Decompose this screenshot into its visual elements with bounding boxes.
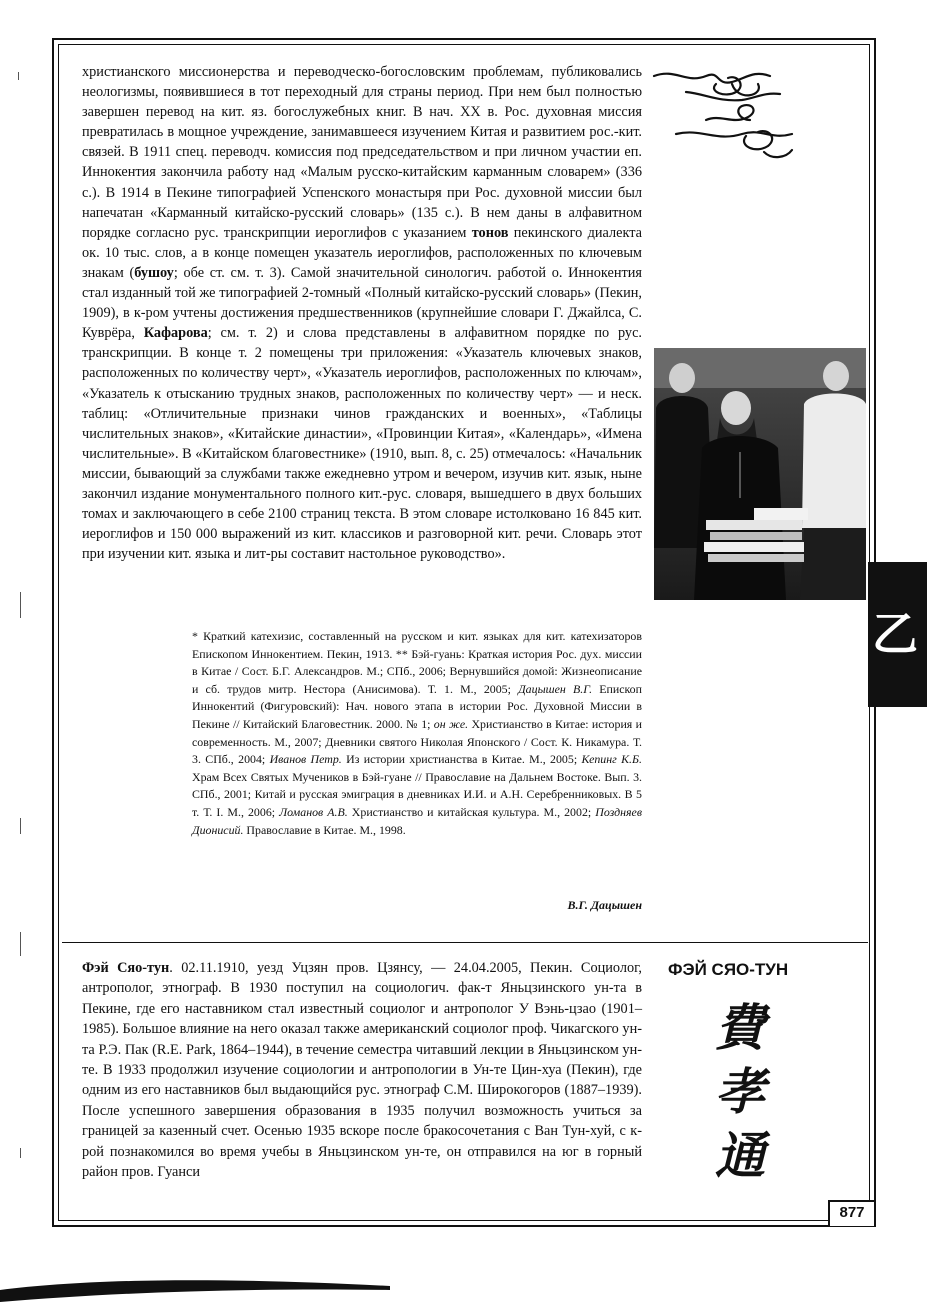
cross-reference: тонов — [471, 224, 509, 241]
bibliography-paragraph — [192, 628, 642, 839]
entry-name: Фэй Сяо-тун — [82, 960, 170, 976]
bibliography-notes — [192, 628, 642, 839]
entry-body — [82, 958, 642, 1182]
text-run: христианского миссионерства и переводческо-богословским проблемам, публиковались неологизмы, появившиеся в тот переходный для страны период. При нем был полностью завершен перевод на кит. яз. богослужебных книг. В нач. XX в. Рос. духовная миссия превратилась в мощное учреждение, занимавшееся изучением Китая и развитием рос.-кит. связей. В 1911 спец. переводч. комиссия под председательством и при личном участии еп. Иннокентия закончила работу над «Малым русско-китайским карманным словарем» (336 с.). В 1914 в Пекине типографией Успенского монастыря при Рос. духовной миссии был напечатан «Карманный китайско-русский словарь» (135 с.). В нем даны в алфавитном порядке согласно рус. транскрипции иероглифов с указанием — [82, 64, 642, 241]
note-author: Иванов Петр. — [269, 752, 342, 767]
note-author: Дацышен В.Г. — [518, 681, 593, 696]
text-run: ; см. т. 2) и слова представлены в алфавитном порядке по рус. транскрипции. В конце т. 2 помещены три приложения: «Указатель ключевых знаков, расположенных по количеству черт», «Указатель иероглифов, расположенных по ключам», «Указатель к отысканию трудных знаков, расположенных по количеству черт» — и неск. таблиц: «Отличительные признаки чинов гражданских и военных», «Таблицы числительных знаков», «Китайские династии», «Провинции Китая», «Календарь», «Имена числительные». В «Китайском благовестнике» (1910, вып. 8, с. 25) отмечалось: «Начальник миссии, бывающий за службами также ежедневно утром и вечером, изучив кит. язык, ныне закончил издание монументального полного кит.-рус. словаря, вышедшего в двух больших томах и заключающего в себе 2100 страниц текста. В этом словаре истолковано 16 845 кит. иероглифов и 150 000 выражений из кит. классиков и разговорной кит. речи. Словарь этот при изучении кит. языка и лит-ры составит настольное руководство». — [82, 325, 642, 563]
text-run: ; обе ст. см. т. 3). Самой значительной синологич. работой о. Иннокентия стал изданный той же типографией 2-томный «Полный китайско-русский словарь» (Пекин, 1909), в к-ром учтены достижения предшественников (крупнейшие словари Г. Джайлса, С. Куврёра, — [82, 264, 642, 342]
article-divider — [62, 942, 868, 943]
scan-mark — [20, 818, 21, 834]
hanzi-char: 孝 — [715, 1063, 765, 1121]
section-tab-glyph: 乙 — [872, 607, 918, 661]
cross-reference: Кафарова — [143, 325, 208, 342]
hanzi-char: 通 — [715, 1127, 765, 1185]
article-author: В.Г. Дацышен — [567, 898, 642, 912]
scan-mark — [18, 72, 19, 80]
note-text: Епископ Иннокентий (Фигуровский): Нач. нового этапа в истории Рос. Духовной Миссии в Пекине // Китайский Благовестник. 2000. № 1; — [192, 681, 642, 731]
scan-mark — [20, 932, 21, 956]
note-text: Из истории христианства в Китае. М., 2005; — [341, 752, 582, 767]
entry-text: . 02.11.1910, уезд Уцзян пров. Цзянсу, — 24.04.2005, Пекин. Социолог, антрополог, этнограф. В 1930 поступил на социологич. фак-т Яньцзинского ун-та в Пекине, где его наставником стал известный социолог и антрополог У Вэнь-цзао (1901–1985). Большое влияние на него оказал также американский социолог проф. Чикагского ун-та Р.Э. Пак (R.E. Park, 1864–1944), в течение семестра читавший лекции в Яньцзинском ун-те. В 1933 продолжил изучение социологии и антропологии в Ун-те Цин-хуа (Пекин), где одним из его наставников был выдающийся рус. этнограф С.М. Широкогоров (1887–1939). После успешного завершения образования в 1935 получил возможность учиться за границей за казенный счет. Осенью 1935 вскоре после бракосочетания с Ван Тун-хуй, с к-рой познакомился во время учебы в Яньцзинском ун-те, он отправился на юг в горный район пров. Гуанси — [82, 960, 642, 1181]
page-number: 877 — [828, 1200, 874, 1226]
entry-paragraph — [82, 958, 642, 1182]
note-author: Ломанов А.В. — [279, 804, 348, 819]
entry-hanzi — [700, 996, 780, 1188]
note-text: * Краткий катехизис, составленный на русском и кит. языках для кит. катехизаторов Епископом Иннокентием. Пекин, 1913. ** Бэй-гуань: Краткая история Рос. дух. миссии в Китае / Сост. Б.Г. Александров. М.; СПб., 2006; Вернувшийся домой: Жизнеописание и сб. трудов митр. Нестора (Анисимова). Т. 1. М., 2005; — [192, 629, 642, 696]
note-text: Храм Всех Святых Мучеников в Бэй-гуане // Православие на Дальнем Востоке. Вып. 3. СПб., 2001; Китай и русская эмиграция в дневниках И.И. и А.Н. Серебренниковых. В 5 т. Т. I. М., 2006; — [192, 769, 642, 819]
scan-mark — [20, 592, 21, 618]
note-author: он же. — [433, 716, 469, 731]
cloud-ornament — [646, 62, 796, 166]
note-text: Христианство в Китае: история и современность. М., 2007; Дневники святого Николая Японского / Сост. К. Никамура. Т. 3. СПб., 2004; — [192, 716, 642, 767]
note-text: Православие в Китае. М., 1998. — [243, 822, 406, 837]
scan-mark — [20, 1148, 21, 1158]
historical-photo — [654, 348, 866, 600]
note-author: Кепинг К.Б. — [581, 752, 642, 767]
text-run: пекинского диалекта ок. 10 тыс. слов, а в конце помещен указатель иероглифов, расположенных по ключевым знакам ( — [82, 224, 642, 281]
photo-image — [654, 348, 866, 600]
hanzi-char: 費 — [715, 999, 765, 1057]
note-author: Поздняев Дионисий. — [192, 804, 642, 837]
cross-reference: бушоу — [134, 264, 174, 281]
article-paragraph — [82, 62, 642, 564]
note-text: Христианство и китайская культура. М., 2002; — [347, 804, 596, 819]
article-continuation — [82, 62, 642, 564]
scan-smudge — [0, 1268, 390, 1302]
entry-headword: ФЭЙ СЯО-ТУН — [668, 960, 789, 979]
